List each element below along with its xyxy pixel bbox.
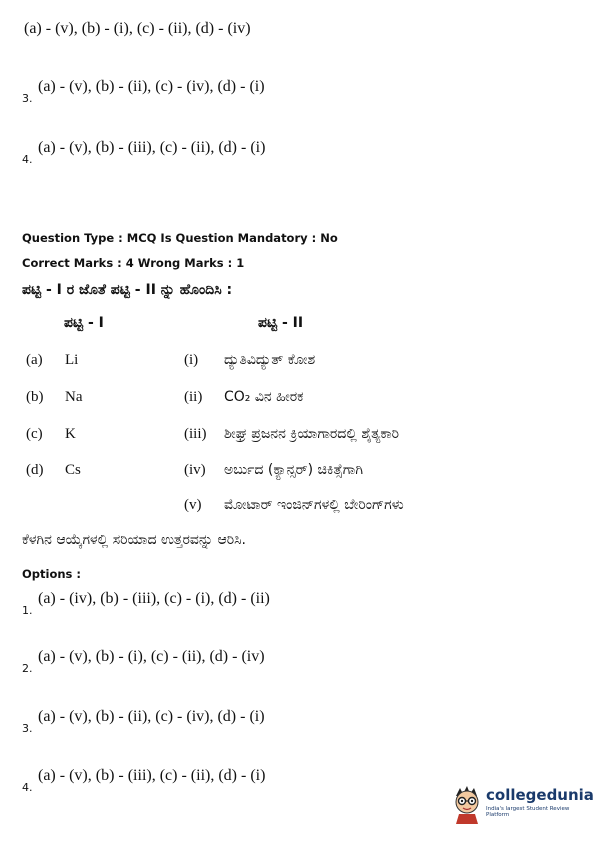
list1-label: (a) bbox=[26, 352, 43, 368]
list2-header: ಪಟ್ಟಿ - II bbox=[258, 315, 304, 331]
list2-label: (iii) bbox=[184, 426, 207, 442]
collegedunia-logo bbox=[450, 782, 594, 828]
list1-item: Na bbox=[65, 389, 83, 405]
question-prompt: ಕೆಳಗಿನ ಆಯ್ಕೆಗಳಲ್ಲಿ ಸರಿಯಾದ ಉತ್ತರವನ್ನು ಆರಿಸಿ. bbox=[22, 532, 247, 548]
mascot-icon bbox=[450, 784, 484, 824]
question-type-line: Question Type : MCQ Is Question Mandatory : No bbox=[22, 231, 338, 245]
list1-item: Cs bbox=[65, 462, 81, 478]
list2-label: (iv) bbox=[184, 462, 206, 478]
option-number: 3. bbox=[22, 92, 33, 105]
list2-label: (ii) bbox=[184, 389, 203, 405]
option-number: 4. bbox=[22, 781, 33, 794]
option-1[interactable]: (a) - (iv), (b) - (iii), (c) - (i), (d) - (ii) bbox=[38, 590, 270, 607]
list2-label: (i) bbox=[184, 352, 199, 368]
list2-item: ಶೀಘ್ರ ಪ್ರಜನನ ಕ್ರಿಯಾಗಾರದಲ್ಲಿ ಶೈತ್ಯಕಾರಿ bbox=[224, 426, 400, 442]
option-text: (a) - (v), (b) - (ii), (c) - (iv), (d) - (i) bbox=[38, 78, 265, 95]
option-3[interactable]: (a) - (v), (b) - (ii), (c) - (iv), (d) - (i) bbox=[38, 708, 265, 725]
list2-item: CO₂ ವಿನ ಹೀರಕ bbox=[224, 389, 304, 405]
marks-line: Correct Marks : 4 Wrong Marks : 1 bbox=[22, 256, 245, 270]
list1-item: Li bbox=[65, 352, 79, 368]
option-text: (a) - (v), (b) - (iii), (c) - (ii), (d) - (i) bbox=[38, 139, 266, 156]
list1-label: (c) bbox=[26, 426, 43, 442]
list2-item: ಮೋಟಾರ್ ಇಂಜಿನ್‌ಗಳಲ್ಲಿ ಬೇರಿಂಗ್‌ಗಳು bbox=[224, 497, 404, 513]
list1-label: (d) bbox=[26, 462, 44, 478]
list2-item: ಅರ್ಬುದ (ಕ್ಯಾನ್ಸರ್) ಚಿಕಿತ್ಸೆಗಾಗಿ bbox=[224, 462, 363, 478]
list1-item: K bbox=[65, 426, 76, 442]
logo-wordmark: collegedunia bbox=[486, 786, 594, 804]
option-number: 3. bbox=[22, 722, 33, 735]
option-number: 2. bbox=[22, 662, 33, 675]
options-label: Options : bbox=[22, 567, 81, 581]
option-2[interactable]: (a) - (v), (b) - (i), (c) - (ii), (d) - (iv) bbox=[38, 648, 265, 665]
option-4[interactable]: (a) - (v), (b) - (iii), (c) - (ii), (d) - (i) bbox=[38, 767, 266, 784]
list2-item: ದ್ಯುತಿವಿದ್ಯುತ್ ಕೋಶ bbox=[224, 352, 316, 368]
option-number: 4. bbox=[22, 153, 33, 166]
option-text: (a) - (v), (b) - (i), (c) - (ii), (d) - (iv) bbox=[24, 20, 251, 37]
option-number: 1. bbox=[22, 604, 33, 617]
list1-header: ಪಟ್ಟಿ - I bbox=[64, 315, 104, 331]
question-instruction: ಪಟ್ಟಿ - I ರ ಜೊತೆ ಪಟ್ಟಿ - II ನ್ನು ಹೊಂದಿಸಿ : bbox=[22, 282, 233, 298]
list1-label: (b) bbox=[26, 389, 44, 405]
logo-tagline: India's largest Student Review Platform bbox=[486, 806, 570, 818]
list2-label: (v) bbox=[184, 497, 202, 513]
